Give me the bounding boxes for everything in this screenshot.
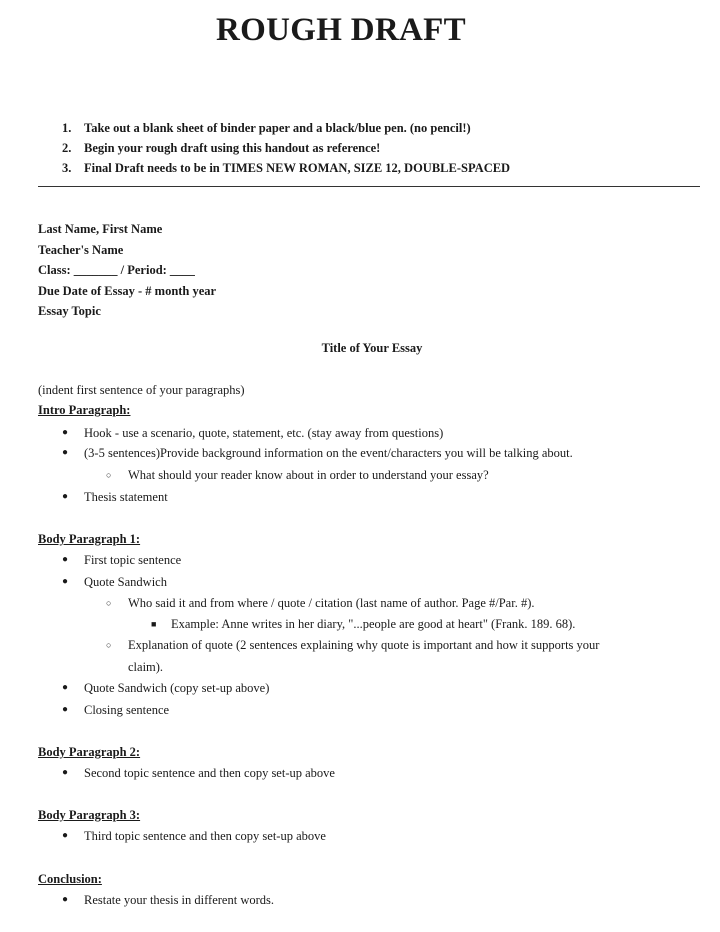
bullet-icon: ● bbox=[62, 704, 69, 715]
body2-heading: Body Paragraph 2: bbox=[38, 745, 141, 759]
list-item: ○ Who said it and from where / quote / citation (last name of author. Page #/Par. #). bbox=[106, 596, 535, 610]
bullet-icon: ● bbox=[62, 894, 69, 905]
circle-bullet-icon: ○ bbox=[106, 470, 112, 480]
instruction-item: 2. Begin your rough draft using this handout as reference! bbox=[62, 141, 381, 155]
body1-heading: Body Paragraph 1: bbox=[38, 532, 141, 546]
bullet-icon: ● bbox=[62, 554, 69, 565]
list-item: ■ Example: Anne writes in her diary, "...people are good at heart" (Frank. 189. 68). bbox=[151, 617, 576, 631]
instruction-item: 3. Final Draft needs to be in TIMES NEW ROMAN, SIZE 12, DOUBLE-SPACED bbox=[62, 161, 511, 175]
instructions-list bbox=[62, 118, 510, 178]
due-date-line: Due Date of Essay - # month year bbox=[38, 283, 217, 298]
bullet-icon: ● bbox=[62, 830, 69, 841]
circle-bullet-icon: ○ bbox=[106, 640, 112, 650]
intro-heading: Intro Paragraph: bbox=[38, 403, 131, 417]
class-period-line: Class: _______ / Period: ____ bbox=[38, 263, 195, 277]
document-title: ROUGH DRAFT bbox=[216, 12, 466, 48]
bullet-icon: ● bbox=[62, 767, 69, 778]
conclusion-heading: Conclusion: bbox=[38, 872, 102, 886]
body3-heading: Body Paragraph 3: bbox=[38, 808, 141, 822]
list-item: ● Quote Sandwich (copy set-up above) bbox=[62, 681, 270, 695]
bullet-icon: ● bbox=[62, 447, 69, 458]
list-item: ● First topic sentence bbox=[62, 553, 182, 567]
essay-topic-line: Essay Topic bbox=[38, 304, 101, 318]
list-item: ● Quote Sandwich bbox=[62, 575, 167, 589]
list-item: ● Second topic sentence and then copy set-up above bbox=[62, 766, 335, 780]
essay-title: Title of Your Essay bbox=[321, 341, 423, 355]
list-item: ● Thesis statement bbox=[62, 490, 168, 504]
circle-bullet-icon: ○ bbox=[106, 598, 112, 608]
list-item: ● (3-5 sentences)Provide background information on the event/characters you will be talking about. bbox=[62, 446, 573, 460]
list-item: ○ Explanation of quote (2 sentences explaining why quote is important and how it supports your bbox=[106, 638, 600, 652]
student-name-line: Last Name, First Name bbox=[38, 222, 163, 236]
student-header-block bbox=[38, 219, 216, 322]
bullet-icon: ● bbox=[62, 427, 69, 438]
indent-note: (indent first sentence of your paragraphs) bbox=[38, 383, 245, 397]
bullet-icon: ● bbox=[62, 576, 69, 587]
bullet-icon: ● bbox=[62, 491, 69, 502]
list-item: ● Hook - use a scenario, quote, statement, etc. (stay away from questions) bbox=[62, 426, 444, 440]
square-bullet-icon: ■ bbox=[151, 619, 157, 629]
teacher-name-line: Teacher's Name bbox=[38, 242, 124, 257]
list-item: ● Third topic sentence and then copy set-up above bbox=[62, 829, 326, 843]
list-item: ● Closing sentence bbox=[62, 703, 170, 717]
list-item: ○ What should your reader know about in order to understand your essay? bbox=[106, 468, 489, 482]
bullet-icon: ● bbox=[62, 682, 69, 693]
list-item-continuation: claim). bbox=[128, 660, 164, 674]
instruction-item: 1. Take out a blank sheet of binder paper and a black/blue pen. (no pencil!) bbox=[62, 121, 471, 135]
horizontal-divider bbox=[38, 186, 700, 187]
list-item: ● Restate your thesis in different words. bbox=[62, 893, 275, 907]
